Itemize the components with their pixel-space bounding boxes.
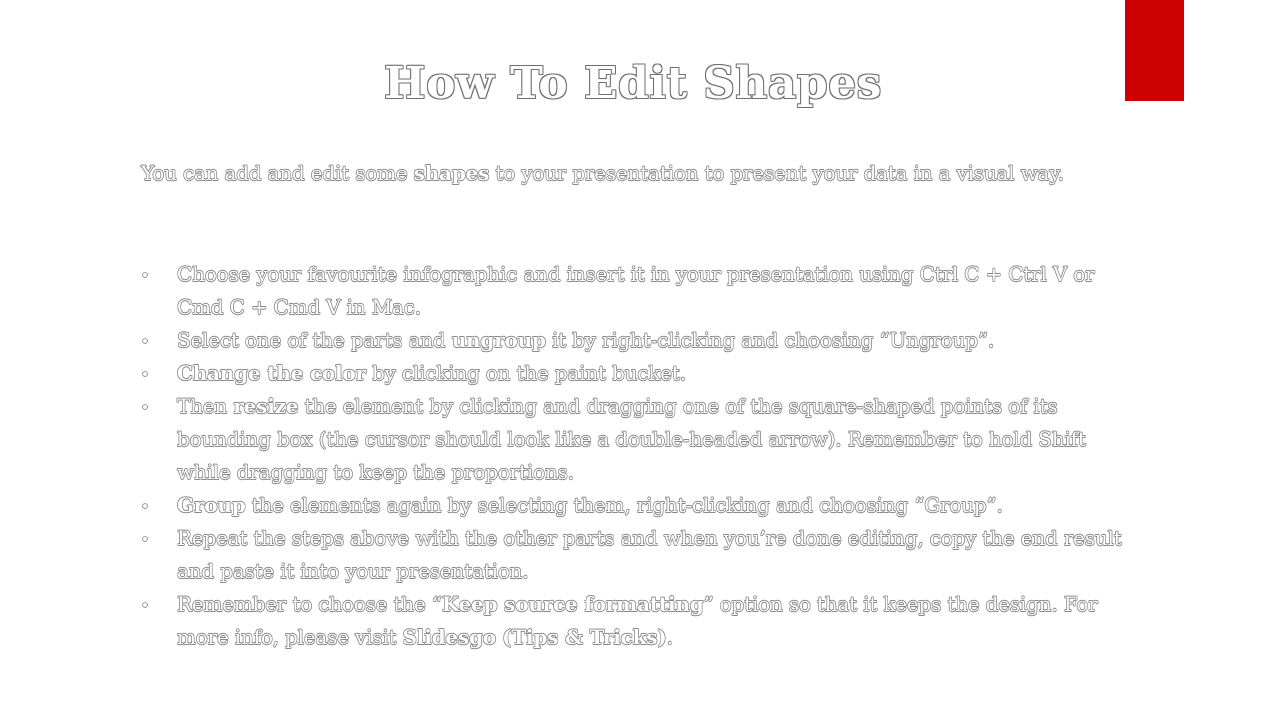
step-bold-text: ungroup <box>451 328 546 352</box>
step-item <box>141 324 1141 357</box>
intro-paragraph <box>141 160 1141 187</box>
step-text: Select one of the parts and <box>177 328 452 352</box>
bullet-icon <box>143 372 147 376</box>
steps-list <box>141 258 1141 654</box>
step-text: Choose your favourite infographic and insert it in your presentation using Ctrl C + Ctrl V or Cmd C + Cmd V in Mac. <box>177 262 1095 319</box>
step-text: Repeat the steps above with the other parts and when you’re done editing, copy the end result and paste it into your presentation. <box>177 526 1122 583</box>
step-text: it by right-clicking and choosing “Ungroup”. <box>545 328 995 352</box>
step-item <box>141 357 1141 390</box>
step-item <box>141 522 1141 588</box>
step-bold-text: Change the color <box>177 361 366 385</box>
intro-text-end: to your presentation to present your data in a visual way. <box>489 161 1064 185</box>
step-text: Then <box>177 394 234 418</box>
step-bold-text: (Tips & Tricks) <box>502 625 667 649</box>
step-bold-text: Slidesgo <box>402 625 496 649</box>
intro-text-start: You can add and edit some <box>141 161 414 185</box>
step-text: the element by clicking and dragging one of the square-shaped points of its bounding box (the cursor should look like a double-headed arrow). Remember to hold Shift while dragging to keep the proportions. <box>177 394 1086 484</box>
step-text: Remember to choose the “ <box>177 592 442 616</box>
intro-bold-shapes: shapes <box>413 161 490 185</box>
bullet-icon <box>143 504 147 508</box>
step-text: . <box>666 625 673 649</box>
bullet-icon <box>143 603 147 607</box>
step-bold-text: Keep source formatting <box>441 592 704 616</box>
bullet-icon <box>143 273 147 277</box>
bullet-icon <box>143 537 147 541</box>
step-item <box>141 489 1141 522</box>
step-text: ” option so that it keeps the design. For more info, please visit <box>177 592 1098 649</box>
step-text: by clicking on the paint bucket. <box>365 361 686 385</box>
step-bold-text: resize <box>233 394 299 418</box>
bullet-icon <box>143 405 147 409</box>
step-item <box>141 390 1141 489</box>
bullet-icon <box>143 339 147 343</box>
step-item <box>141 258 1141 324</box>
step-text: the elements again by selecting them, right-clicking and choosing “Group”. <box>245 493 1003 517</box>
step-item <box>141 588 1141 654</box>
step-bold-text: Group <box>177 493 246 517</box>
slide-title: How To Edit Shapes <box>384 58 882 109</box>
